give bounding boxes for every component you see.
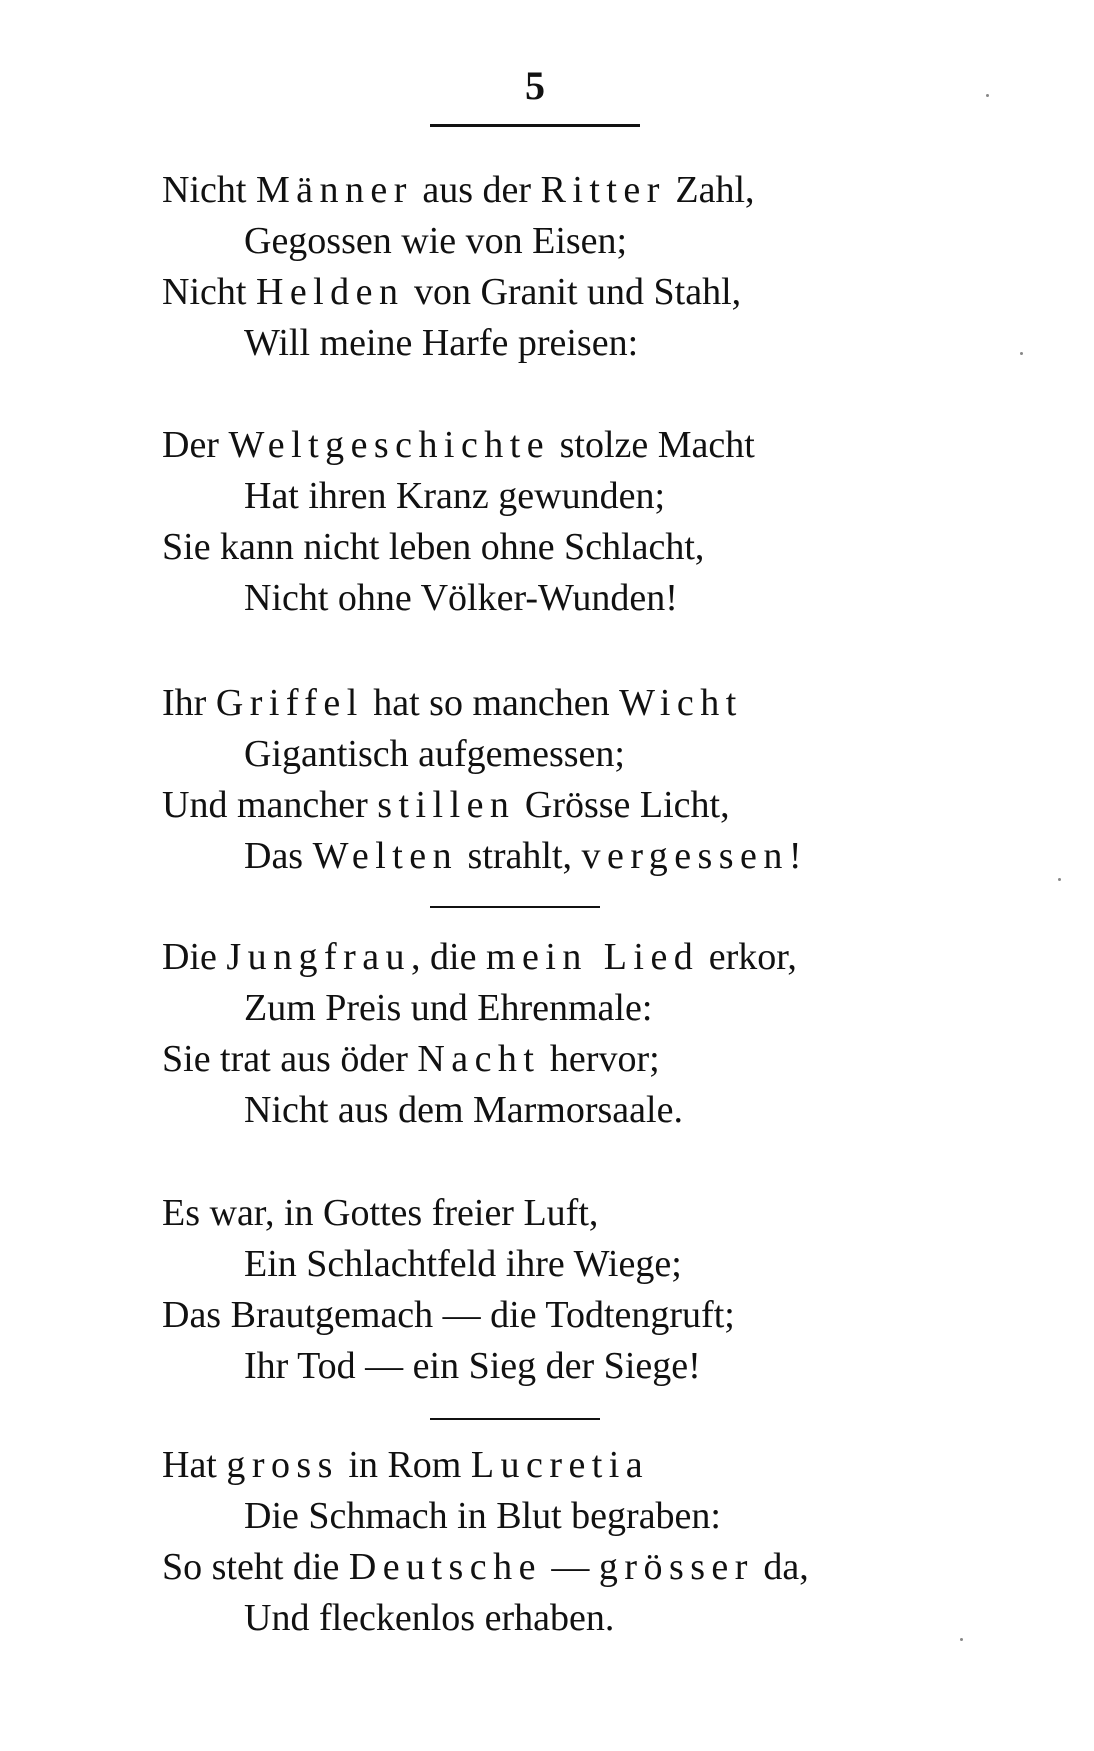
line-text: Nicht aus dem Marmorsaale. <box>244 1089 683 1131</box>
stanza <box>162 678 982 882</box>
line-text: Das Brautgemach — die Todtengruft; <box>162 1294 735 1336</box>
line-text: — <box>541 1546 599 1588</box>
stanza <box>162 1440 982 1644</box>
poem-line <box>162 1085 982 1136</box>
poem-line <box>162 573 982 624</box>
emphasized-text: Deutsche <box>348 1546 542 1588</box>
line-text: Und mancher <box>162 784 378 826</box>
poem-line <box>162 1188 982 1239</box>
emphasized-text: Ritter <box>540 169 666 211</box>
emphasized-text: Weltgeschichte <box>228 424 551 466</box>
stanza <box>162 932 982 1136</box>
poem-line <box>162 1341 982 1392</box>
poem-line <box>162 267 982 318</box>
line-text: Nicht ohne Völker-Wunden! <box>244 577 678 619</box>
poem-line <box>162 831 982 882</box>
line-text: Gigantisch aufgemessen; <box>244 733 625 775</box>
page-number: 5 <box>525 63 545 108</box>
line-text: Ihr <box>162 682 216 724</box>
line-text: Der <box>162 424 229 466</box>
line-text: von Granit und Stahl, <box>404 271 742 313</box>
line-text: in Rom <box>338 1444 471 1486</box>
emphasized-text: Helden <box>255 271 405 313</box>
poem-line <box>162 1440 982 1491</box>
line-text: stolze Macht <box>550 424 755 466</box>
line-text: Hat <box>162 1444 227 1486</box>
emphasized-text: grösser <box>598 1546 754 1588</box>
paper-speck <box>960 1638 963 1641</box>
poem-line <box>162 522 982 573</box>
line-text: Das <box>244 835 313 877</box>
emphasized-text: mein Lied <box>485 936 700 978</box>
line-text: hervor; <box>540 1038 660 1080</box>
line-text: Ein Schlachtfeld ihre Wiege; <box>244 1243 682 1285</box>
poem-line <box>162 729 982 780</box>
poem-line <box>162 1491 982 1542</box>
line-text: aus der <box>412 169 541 211</box>
emphasized-text: vergessen! <box>581 835 808 877</box>
line-text: strahlt, <box>458 835 582 877</box>
paper-speck <box>1058 878 1061 881</box>
poem-line <box>162 471 982 522</box>
line-text: Grösse Licht, <box>515 784 730 826</box>
poem-line <box>162 1290 982 1341</box>
poem-line <box>162 932 982 983</box>
line-text: Die Schmach in Blut begraben: <box>244 1495 721 1537</box>
poem-line <box>162 216 982 267</box>
poem-line <box>162 165 982 216</box>
line-text: Sie kann nicht leben ohne Schlacht, <box>162 526 705 568</box>
line-text: Nicht <box>162 271 256 313</box>
line-text: Ihr Tod — ein Sieg der Siege! <box>244 1345 701 1387</box>
paper-speck <box>986 94 989 97</box>
emphasized-text: Welten <box>312 835 459 877</box>
line-text: Gegossen wie von Eisen; <box>244 220 628 262</box>
line-text: erkor, <box>699 936 797 978</box>
line-text: Und fleckenlos erhaben. <box>244 1597 615 1639</box>
poem-line <box>162 780 982 831</box>
line-text: Hat ihren Kranz gewunden; <box>244 475 666 517</box>
stanza <box>162 1188 982 1392</box>
emphasized-text: stillen <box>377 784 516 826</box>
section-divider <box>430 906 600 908</box>
poem-line <box>162 1239 982 1290</box>
emphasized-text: Jungfrau <box>226 936 412 978</box>
poem-line <box>162 983 982 1034</box>
emphasized-text: Lucretia <box>470 1444 650 1486</box>
poem-line <box>162 1542 982 1593</box>
poem-line <box>162 678 982 729</box>
emphasized-text: Nacht <box>417 1038 541 1080</box>
line-text: Es war, in Gottes freier Luft, <box>162 1192 599 1234</box>
stanza <box>162 420 982 624</box>
emphasized-text: Wicht <box>619 682 743 724</box>
poem-line <box>162 420 982 471</box>
line-text: Zum Preis und Ehrenmale: <box>244 987 653 1029</box>
section-divider <box>430 1418 600 1420</box>
line-text: Die <box>162 936 227 978</box>
emphasized-text: Griffel <box>215 682 364 724</box>
poem-line <box>162 1034 982 1085</box>
line-text: Sie trat aus öder <box>162 1038 418 1080</box>
paper-speck <box>1020 352 1023 355</box>
line-text: Nicht <box>162 169 256 211</box>
line-text: So steht die <box>162 1546 349 1588</box>
stanza <box>162 165 982 369</box>
line-text: da, <box>753 1546 809 1588</box>
header-rule <box>430 124 640 127</box>
poem-line <box>162 1593 982 1644</box>
line-text: hat so manchen <box>363 682 620 724</box>
poem-line <box>162 318 982 369</box>
emphasized-text: Männer <box>255 169 413 211</box>
emphasized-text: gross <box>226 1444 339 1486</box>
line-text: Will meine Harfe preisen: <box>244 322 639 364</box>
line-text: Zahl, <box>665 169 755 211</box>
line-text: , die <box>411 936 486 978</box>
